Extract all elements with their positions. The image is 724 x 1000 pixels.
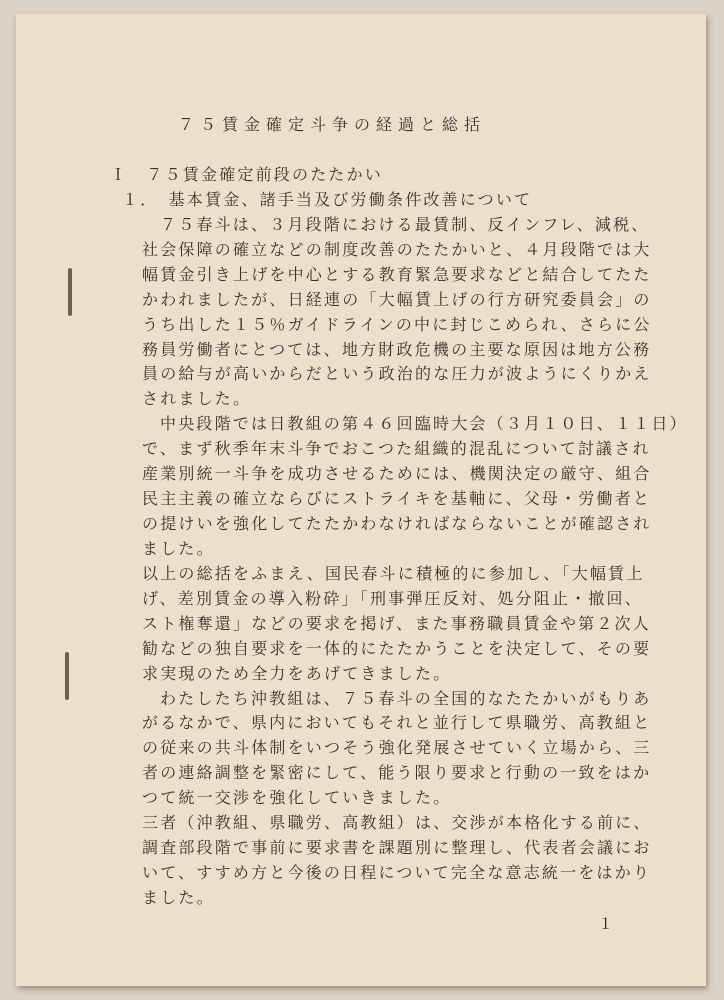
staple-mark: [68, 268, 72, 316]
text-line: 民主主義の確立ならびにストライキを基軸に、父母・労働者と: [142, 489, 652, 509]
subsection-heading: １． 基本賃金、諸手当及び労働条件改善について: [122, 189, 533, 209]
text-line: 以上の総括をふまえ、国民春斗に積極的に参加し、「大幅賃上: [142, 563, 645, 583]
text-line: 社会保障の確立などの制度改善のたたかいと、４月段階では大: [142, 239, 652, 259]
text-line: 勧などの独自要求を一体的にたたかうことを決定して、その要: [142, 638, 652, 658]
text-line: で、まず秋季年末斗争でおこつた組織的混乱について討議され: [142, 439, 651, 459]
text-line: ました。: [142, 888, 215, 907]
text-line: 調査部段階で事前に要求書を課題別に整理し、代表者会議にお: [142, 838, 652, 858]
text-line: の提けいを強化してたたかわなければならないことが確認され: [142, 514, 652, 534]
staple-mark: [65, 652, 69, 700]
text-line: 員の給与が高いからだという政治的な圧力が波ようにくりかえ: [142, 364, 652, 384]
text-line: ７５春斗は、３月段階における最賃制、反インフレ、減税、: [160, 214, 650, 234]
text-line: いて、すすめ方と今後の日程について完全な意志統一をはかり: [142, 863, 652, 883]
text-line: かわれましたが、日経連の「大幅賃上げの行方研究委員会」の: [142, 289, 652, 309]
text-line: 中央段階では日教組の第４６回臨時大会（３月１０日、１１日）: [160, 414, 688, 434]
text-line: されました。: [142, 389, 252, 409]
text-line: 産業別統一斗争を成功させるためには、機関決定の厳守、組合: [142, 464, 652, 484]
text-line: つて統一交渉を強化していきました。: [142, 788, 452, 808]
text-line: 求実現のため全力をあげてきました。: [142, 663, 452, 683]
section-heading: Ｉ ７５賃金確定前段のたたかい: [110, 165, 384, 184]
text-line: の従来の共斗体制をいつそう強化発展させていく立場から、三: [142, 738, 652, 758]
text-line: がるなかで、県内においてもそれと並行して県職労、高教組と: [142, 713, 652, 733]
text-line: 務員労働者にとつては、地方財政危機の主要な原因は地方公務: [142, 339, 652, 359]
text-line: 者の連絡調整を緊密にして、能う限り要求と行動の一致をはか: [142, 763, 652, 783]
text-line: スト権奪還」などの要求を掲げ、また事務職員賃金や第２次人: [142, 613, 651, 633]
text-line: うち出した１５％ガイドラインの中に封じこめられ、さらに公: [142, 314, 652, 334]
text-line: 三者（沖教組、県職労、高教組）は、交渉が本格化する前に、: [142, 813, 652, 833]
text-line: 幅賃金引き上げを中心とする教育緊急要求などと結合してたた: [142, 264, 652, 284]
page-number: １: [598, 915, 614, 933]
text-line: げ、差別賃金の導入粉砕」「刑事弾圧反対、処分阻止・撤回、: [142, 588, 643, 608]
text-line: わたしたち沖教組は、７５春斗の全国的なたたかいがもりあ: [160, 688, 652, 708]
text-line: ました。: [142, 538, 215, 558]
document-title: ７５賃金確定斗争の経過と総括: [178, 115, 487, 134]
